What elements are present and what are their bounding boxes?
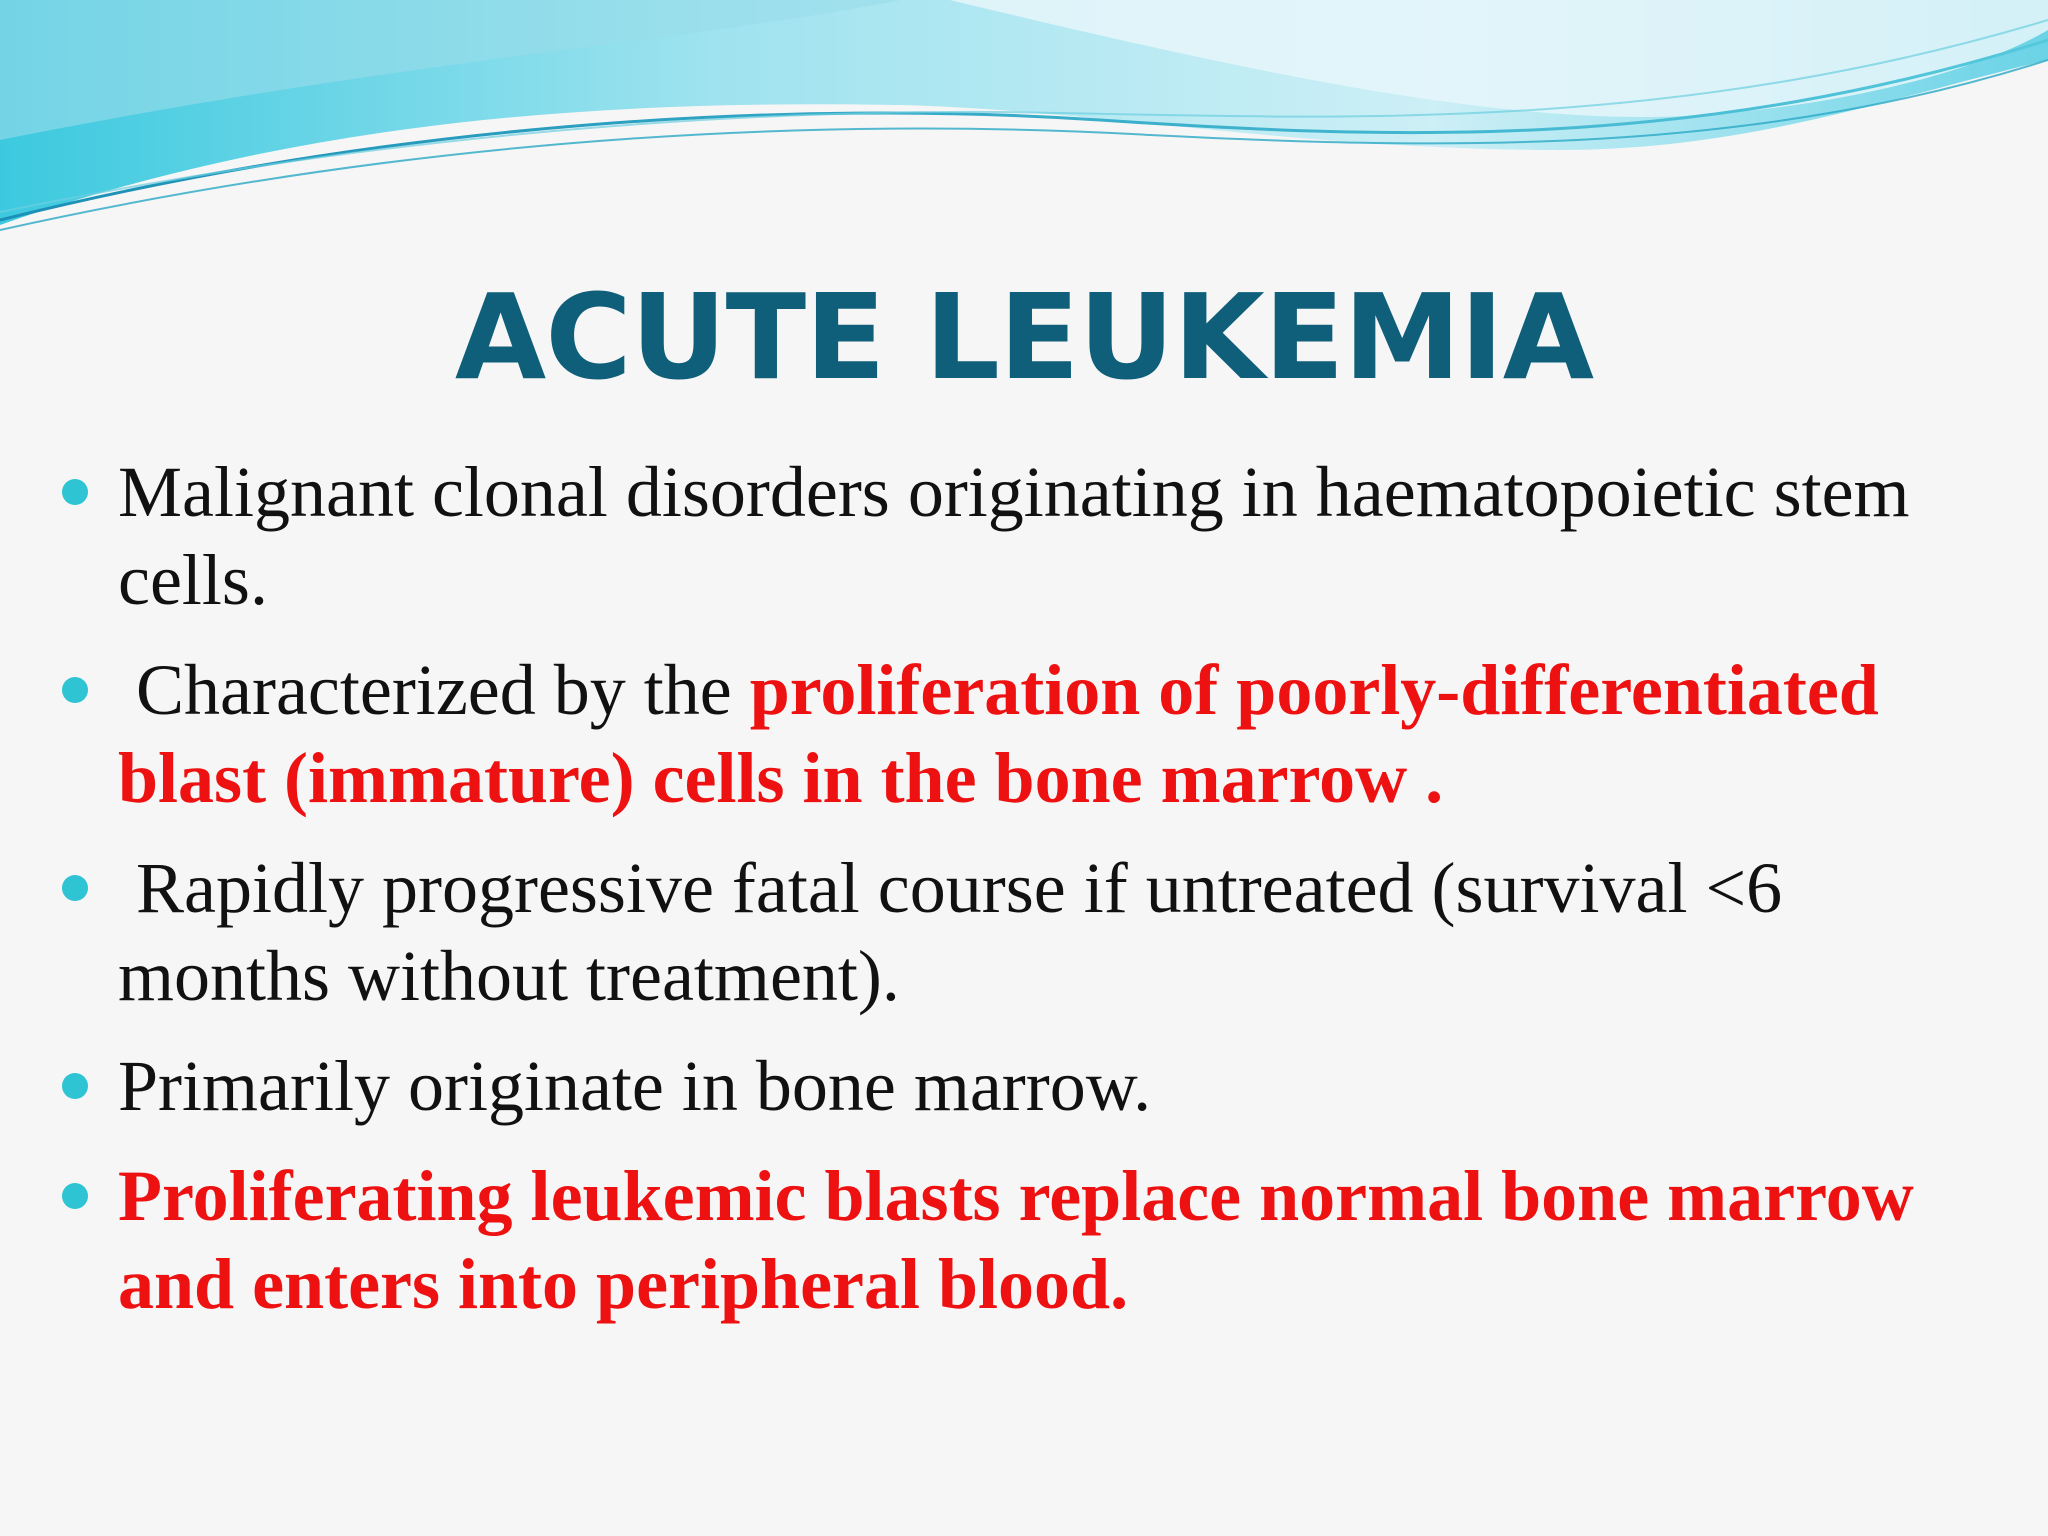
bullet-dot-icon (62, 479, 88, 505)
bullet-item (0, 844, 2048, 1020)
bullet-text: Rapidly progressive fatal course if untreated (survival <6 months without treatment). (118, 848, 1801, 1016)
bullet-highlight-text: Proliferating leukemic blasts replace normal bone marrow and enters into peripheral blood. (118, 1156, 1914, 1324)
bullet-item (0, 448, 2048, 624)
bullet-text: Malignant clonal disorders originating in haematopoietic stem cells. (118, 452, 1910, 620)
bullet-dot-icon (62, 1183, 88, 1209)
bullet-text: Characterized by the (118, 650, 750, 730)
bullet-item (0, 646, 2048, 822)
slide-title: ACUTE LEUKEMIA (454, 268, 1594, 406)
decorative-wave-banner (0, 0, 2048, 240)
bullet-item (0, 1152, 2048, 1328)
bullet-text: Primarily originate in bone marrow. (118, 1046, 1152, 1126)
bullet-dot-icon (62, 677, 88, 703)
bullet-list (0, 448, 2048, 1350)
bullet-item (0, 1042, 2048, 1130)
bullet-dot-icon (62, 1073, 88, 1099)
bullet-dot-icon (62, 875, 88, 901)
bullet-highlight-text: proliferation of poorly-differentiated blast (immature) cells in the bone marrow . (118, 650, 1879, 818)
